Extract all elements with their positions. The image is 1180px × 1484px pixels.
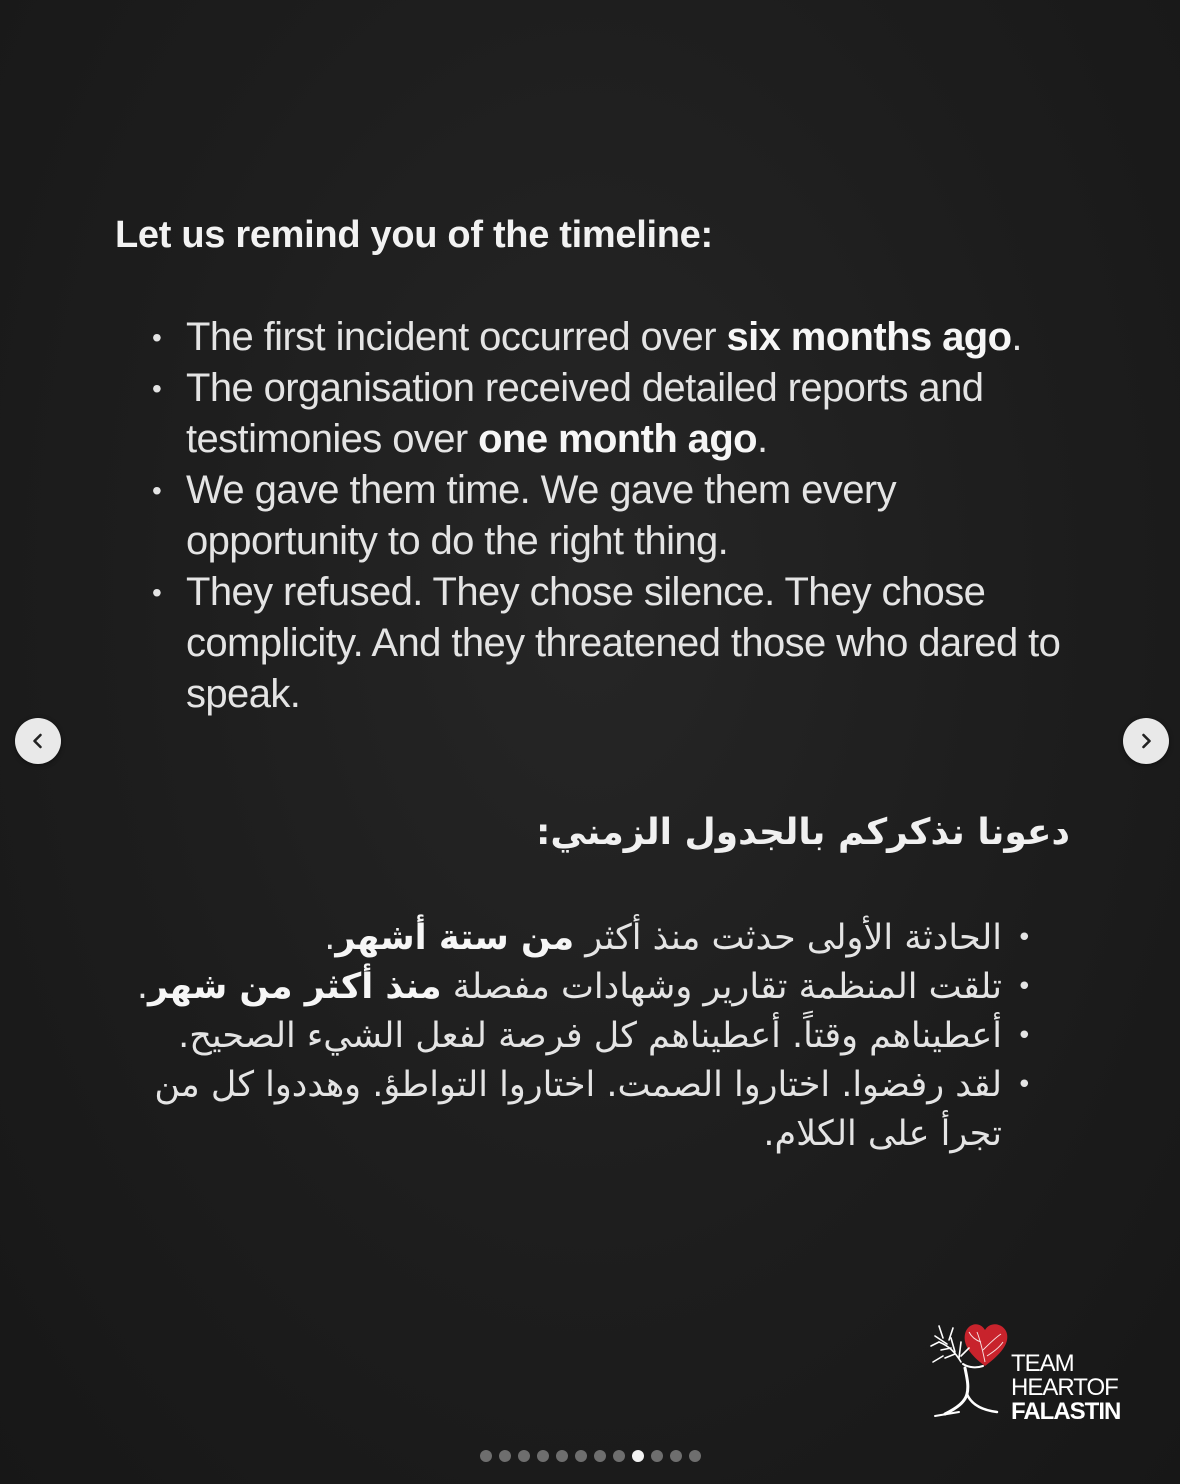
- next-slide-button[interactable]: [1123, 718, 1169, 764]
- chevron-right-icon: [1136, 731, 1156, 751]
- logo-wordmark: [1011, 1352, 1120, 1424]
- pagination-dot[interactable]: [518, 1450, 530, 1462]
- english-timeline-list: [150, 312, 1090, 720]
- pagination-dot[interactable]: [689, 1450, 701, 1462]
- item-text: لقد رفضوا. اختاروا الصمت. اختاروا التواطؤ. وهددوا كل من تجرأ على الكلام.: [154, 1065, 1002, 1154]
- carousel-pagination: [0, 1450, 1180, 1462]
- item-text: The organisation received detailed reports and testimonies over: [186, 366, 984, 461]
- pagination-dot[interactable]: [594, 1450, 606, 1462]
- pagination-dot[interactable]: [556, 1450, 568, 1462]
- pagination-dot[interactable]: [499, 1450, 511, 1462]
- logo-line-team: TEAM: [1011, 1350, 1074, 1377]
- item-text-end: .: [757, 417, 768, 461]
- arabic-timeline-item: [130, 963, 1030, 1012]
- item-emphasis: one month ago: [478, 417, 757, 461]
- pagination-dot[interactable]: [537, 1450, 549, 1462]
- item-text: We gave them time. We gave them every opportunity to do the right thing.: [186, 468, 896, 563]
- logo-line-falastin: FALASTIN: [1011, 1398, 1121, 1425]
- pagination-dot-active[interactable]: [632, 1450, 644, 1462]
- english-timeline-item: [150, 567, 1090, 720]
- pagination-dot[interactable]: [613, 1450, 625, 1462]
- arabic-timeline-item: [130, 914, 1030, 963]
- item-text: The first incident occurred over: [186, 315, 727, 359]
- pagination-dot[interactable]: [575, 1450, 587, 1462]
- item-emphasis: six months ago: [726, 315, 1012, 359]
- english-heading: Let us remind you of the timeline:: [115, 214, 713, 256]
- logo-line-heartof: HEARTOF: [1011, 1374, 1118, 1401]
- pagination-dot[interactable]: [651, 1450, 663, 1462]
- item-text: الحادثة الأولى حدثت منذ أكثر: [574, 918, 1002, 958]
- item-emphasis: من ستة أشهر: [335, 918, 575, 958]
- english-timeline-item: [150, 363, 1090, 465]
- item-text-end: .: [136, 967, 148, 1007]
- item-text: أعطيناهم وقتاً. أعطيناهم كل فرصة لفعل الشيء الصحيح.: [178, 1016, 1002, 1056]
- previous-slide-button[interactable]: [15, 718, 61, 764]
- english-timeline-item: [150, 465, 1090, 567]
- item-text-end: .: [1011, 315, 1022, 359]
- arabic-timeline-item: [130, 1012, 1030, 1061]
- arabic-heading: دعونا نذكركم بالجدول الزمني:: [535, 812, 1070, 853]
- chevron-left-icon: [28, 731, 48, 751]
- arabic-timeline-item: [130, 1061, 1030, 1159]
- item-text-end: .: [324, 918, 336, 958]
- team-heart-of-falastin-logo: [925, 1312, 1135, 1432]
- english-timeline-item: [150, 312, 1090, 363]
- heart-tree-icon: [925, 1312, 1015, 1427]
- item-text: تلقت المنظمة تقارير وشهادات مفصلة: [441, 967, 1002, 1007]
- item-emphasis: منذ أكثر من شهر: [147, 967, 442, 1007]
- item-text: They refused. They chose silence. They chose complicity. And they threatened those who dared to speak.: [186, 570, 1061, 716]
- pagination-dot[interactable]: [670, 1450, 682, 1462]
- arabic-timeline-list: [130, 914, 1030, 1159]
- pagination-dot[interactable]: [480, 1450, 492, 1462]
